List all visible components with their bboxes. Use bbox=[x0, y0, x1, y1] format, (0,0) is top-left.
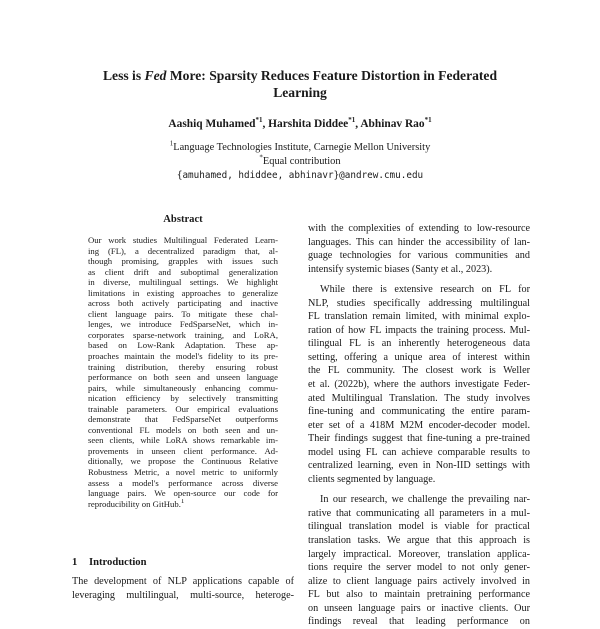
abstract-line: language pairs. We open-source our code for bbox=[88, 488, 278, 499]
title-emphasis: Fed bbox=[144, 68, 167, 83]
title-line-2: Learning bbox=[273, 85, 327, 100]
body-line: intensify systemic biases (Santy et al., 2023). bbox=[308, 263, 493, 275]
section-heading-introduction bbox=[72, 556, 147, 569]
body-line: setting, offering a unique area of interest within bbox=[308, 351, 530, 363]
abstract-line: in diverse, multilingual settings. We highlight bbox=[88, 277, 278, 288]
abstract-line: proaches maintain the model's fidelity to its pre- bbox=[88, 351, 278, 362]
body-line: centralized learning, even in Non-IID settings with bbox=[308, 460, 530, 472]
abstract-line: across both actively participating and inactive bbox=[88, 298, 278, 309]
body-line: While there is extensive research on FL for bbox=[320, 284, 530, 296]
abstract-line: though promising, grapples with issues such bbox=[88, 256, 278, 267]
section-number: 1 bbox=[72, 557, 78, 568]
abstract-line: Robustness Metric, a novel metric to uniformly bbox=[88, 467, 278, 478]
body-line: alize to client language pairs actively involved in bbox=[308, 575, 530, 587]
body-line: NLP, studies specifically addressing multilingual bbox=[308, 297, 530, 309]
body-line: rative that communicating all parameters in a mul- bbox=[308, 507, 530, 519]
paper-title bbox=[70, 67, 530, 101]
abstract-line: client language pairs. To mitigate these chal- bbox=[88, 308, 278, 319]
abstract-line: performance on both seen and unseen language bbox=[88, 372, 278, 383]
author-marker: *1 bbox=[255, 116, 263, 125]
body-line: languages. This can hinder the accessibility of lan- bbox=[308, 236, 530, 248]
body-line: findings reveal that leading performance on bbox=[308, 616, 530, 628]
author-name: Abhinav Rao bbox=[360, 118, 425, 130]
abstract-line: seen clients, while LoRA shows remarkable im- bbox=[88, 435, 278, 446]
author-name: Aashiq Muhamed bbox=[168, 118, 256, 130]
body-line: model using FL can achieve comparable results to bbox=[308, 446, 530, 458]
paragraph-gap bbox=[308, 486, 530, 493]
abstract-line: limitations in existing approaches to generalize bbox=[88, 287, 278, 298]
body-line: et al. (2022b), where the authors investigate Feder- bbox=[308, 379, 530, 391]
author-emails: {amuhamed, hdiddee, abhinavr}@andrew.cmu.edu bbox=[176, 170, 424, 181]
body-line: tilingual FL is an inherently heterogeneous data bbox=[308, 338, 530, 350]
abstract-line: based on Low-Rank Adaptation. These ap- bbox=[88, 340, 278, 351]
author-marker: *1 bbox=[348, 116, 356, 125]
body-line: largely impractical. Moreover, translation applica- bbox=[308, 548, 530, 560]
abstract-line: ing (FL), a decentralized paradigm that, al- bbox=[88, 245, 278, 256]
body-line: the FL community. The closest work is Weller bbox=[308, 365, 530, 377]
abstract-line: Our work studies Multilingual Federated Learn- bbox=[88, 235, 278, 245]
abstract-line: corporates sparse-network training, and LoRA, bbox=[88, 329, 278, 340]
abstract-line: lenges, we introduce FedSparseNet, which in- bbox=[88, 319, 278, 330]
abstract-line: training distribution, thereby ensuring robust bbox=[88, 361, 278, 372]
section-title: Introduction bbox=[89, 557, 147, 568]
body-line: The development of NLP applications capable of bbox=[72, 576, 294, 587]
abstract-line: ditionally, we propose the Continuous Relative bbox=[88, 456, 278, 467]
body-line: on unseen language pairs or inactive clients. Our bbox=[308, 602, 530, 614]
abstract-line: trainable parameters. Our empirical evaluations bbox=[88, 403, 278, 414]
body-line: leveraging multilingual, multi-source, heteroge- bbox=[72, 589, 294, 601]
body-line: with the complexities of extending to low-resource bbox=[308, 223, 530, 234]
body-line: ration of how FL impacts the training process. Mul- bbox=[308, 324, 530, 336]
abstract-last-line: reproducibility on GitHub.$^1$ bbox=[88, 498, 185, 509]
abstract-heading: Abstract bbox=[163, 214, 203, 225]
author-list: Aashiq Muhamed$^{*1}$, Harshita Diddee$^{*1}$, Abhinav Rao$^{*1}$ bbox=[168, 116, 432, 130]
abstract-line: pairs, while simultaneously enhancing commu- bbox=[88, 382, 278, 393]
paragraph-gap bbox=[308, 276, 530, 283]
body-line: eter set of a 418M M2M encoder-decoder model. bbox=[308, 419, 530, 431]
body-line: FL but also to maintain pretraining performance bbox=[308, 589, 530, 601]
introduction-body bbox=[72, 575, 294, 602]
abstract-line: nication efficiency by selectively transmitting bbox=[88, 393, 278, 404]
abstract-line: as client drift and suboptimal generalization bbox=[88, 266, 278, 277]
affiliation: $^1$Language Technologies Institute, Carnegie Mellon University bbox=[169, 139, 431, 153]
right-column-body bbox=[308, 222, 530, 629]
abstract-line: conventional FL models on both seen and un- bbox=[88, 424, 278, 435]
abstract-line: provements in unseen client performance. Ad- bbox=[88, 445, 278, 456]
abstract-line: assess a model's performance across diverse bbox=[88, 477, 278, 488]
abstract-line: demonstrate that FedSparseNet outperforms bbox=[88, 414, 278, 425]
title-line-1: Less is Fed More: Sparsity Reduces Feature Distortion in Federated bbox=[102, 68, 498, 83]
author-marker: *1 bbox=[424, 116, 432, 125]
body-line: guage technologies for various communities and bbox=[308, 250, 530, 262]
equal-contribution-note: *Equal contribution bbox=[259, 153, 341, 167]
body-line: In our research, we challenge the prevailing nar- bbox=[320, 494, 530, 506]
body-line: fine-tuning and communicating the entire param- bbox=[308, 406, 530, 418]
abstract-body bbox=[88, 235, 278, 509]
body-line: tilingual translation model is viable for practical bbox=[308, 521, 530, 533]
footnote-marker: 1 bbox=[180, 498, 185, 505]
author-name: Harshita Diddee bbox=[268, 118, 349, 130]
body-line: ated Multilingual Translation. The study involves bbox=[308, 392, 530, 404]
body-line: tions require the server model to not only gener- bbox=[308, 562, 530, 574]
body-line: clients segmented by language. bbox=[308, 473, 436, 485]
body-line: Their findings suggest that fine-tuning a pre-trained bbox=[308, 433, 530, 445]
body-line: FL translation remain limited, with minimal explo- bbox=[308, 311, 530, 323]
body-line: translation tasks. We argue that this approach is bbox=[308, 535, 530, 547]
